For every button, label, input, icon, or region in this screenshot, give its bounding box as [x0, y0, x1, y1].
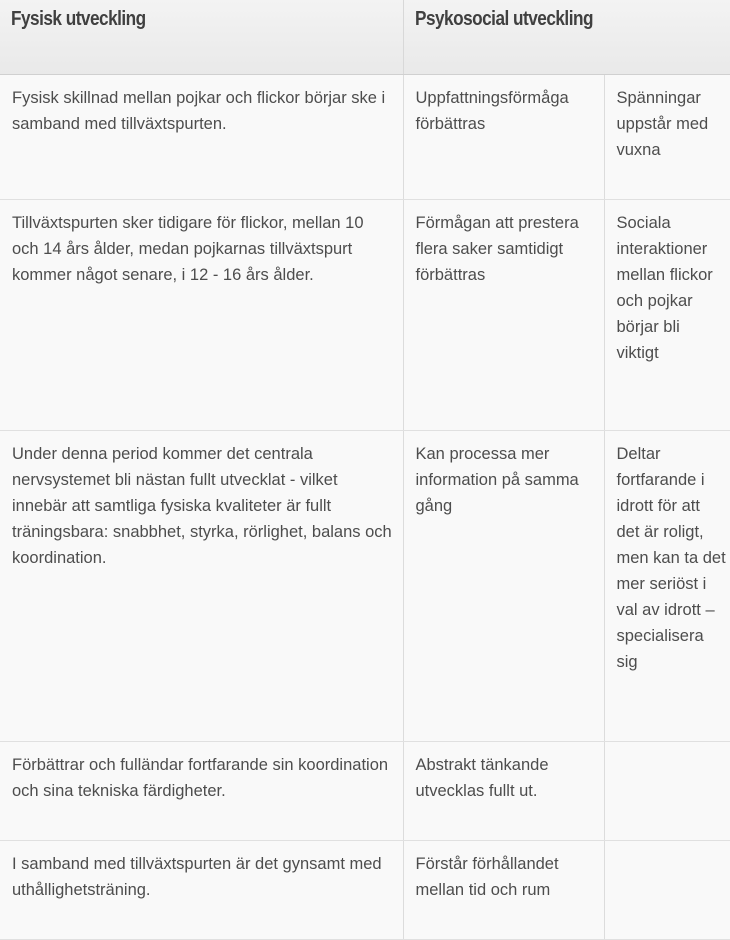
table-row [0, 841, 730, 940]
cell-psychosocial-extra [604, 841, 730, 940]
table-row [0, 742, 730, 841]
cell-physical: Under denna period kommer det centrala nervsystemet bli nästan fullt utvecklat - vilket innebär att samtliga fysiska kvaliteter är fullt träningsbara: snabbhet, styrka, rörlighet, balans och koordination. [0, 431, 403, 742]
cell-psychosocial-extra: Sociala interaktioner mellan flickor och pojkar börjar bli viktigt [604, 200, 730, 431]
cell-psychosocial: Förstår förhållandet mellan tid och rum [403, 841, 604, 940]
cell-psychosocial-extra [604, 742, 730, 841]
cell-psychosocial: Uppfattningsförmåga förbättras [403, 75, 604, 200]
cell-physical: Förbättrar och fulländar fortfarande sin koordination och sina tekniska färdigheter. [0, 742, 403, 841]
header-row [0, 0, 730, 75]
cell-physical: I samband med tillväxtspurten är det gynsamt med uthållighetsträning. [0, 841, 403, 940]
cell-psychosocial-extra: Deltar fortfarande i idrott för att det är roligt, men kan ta det mer seriöst i val av idrott – specialisera sig [604, 431, 730, 742]
cell-physical: Fysisk skillnad mellan pojkar och flickor börjar ske i samband med tillväxtspurten. [0, 75, 403, 200]
cell-psychosocial: Abstrakt tänkande utvecklas fullt ut. [403, 742, 604, 841]
table-row [0, 200, 730, 431]
cell-physical: Tillväxtspurten sker tidigare för flickor, mellan 10 och 14 års ålder, medan pojkarnas tillväxtspurt kommer något senare, i 12 - 16 års ålder. [0, 200, 403, 431]
cell-psychosocial: Kan processa mer information på samma gång [403, 431, 604, 742]
table-row [0, 431, 730, 742]
cell-psychosocial: Förmågan att prestera flera saker samtidigt förbättras [403, 200, 604, 431]
table-row [0, 75, 730, 200]
cell-psychosocial-extra: Spänningar uppstår med vuxna [604, 75, 730, 200]
header-physical: Fysisk utveckling [0, 0, 403, 75]
header-psychosocial: Psykosocial utveckling [403, 0, 730, 75]
